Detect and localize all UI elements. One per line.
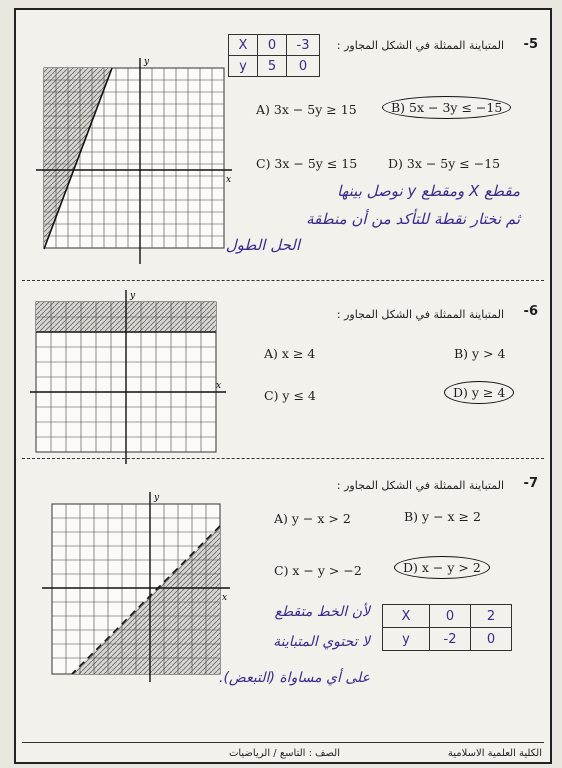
q5-number: -5 [523, 37, 538, 52]
footer-school-name: الكلية العلمية الاسلامية [447, 748, 542, 759]
q5-option-d[interactable]: D) 3x − 5y ≤ −15 [388, 156, 501, 171]
q5-value-table [228, 34, 320, 77]
footer-rule [22, 742, 544, 743]
q7-y-label: y [154, 493, 160, 503]
q7-table-cell: -2 [430, 628, 471, 651]
q7-option-c[interactable]: C) x − y > −2 [274, 563, 362, 578]
q5-question-text: المتباينة الممثلة في الشكل المجاور : [336, 39, 504, 52]
q6-option-d[interactable]: D) y ≥ 4 [444, 381, 514, 404]
q5-handwritten-note-line1: مقطع X ومقطع y نوصل بينها [337, 182, 520, 200]
q5-table-cell: 0 [258, 35, 287, 56]
q7-table-cell: 2 [471, 605, 512, 628]
footer-class-subject: الصف : التاسع / الرياضيات [228, 748, 340, 759]
q7-table-cell: 0 [430, 605, 471, 628]
divider-2 [22, 458, 544, 459]
q7-option-b[interactable]: B) y − x ≥ 2 [404, 509, 481, 524]
q6-y-label: y [130, 291, 136, 301]
q7-table-cell: y [383, 628, 430, 651]
q5-table-cell: 0 [287, 56, 320, 77]
q5-table-cell: -3 [287, 35, 320, 56]
q5-graph [32, 54, 232, 268]
q5-table-cell: X [229, 35, 258, 56]
q5-y-label: y [144, 57, 150, 67]
q7-option-a[interactable]: A) y − x > 2 [274, 511, 351, 526]
q7-value-table [382, 604, 512, 651]
q7-table-cell: 0 [471, 628, 512, 651]
q5-x-label: x [226, 175, 232, 185]
q7-number: -7 [523, 476, 538, 491]
q7-option-d[interactable]: D) x − y > 2 [394, 556, 490, 579]
q5-table-cell: y [229, 56, 258, 77]
q7-handwritten-note-line3: على أي مساواة (التبعض). [219, 670, 370, 686]
q7-question-text: المتباينة الممثلة في الشكل المجاور : [336, 479, 504, 492]
q7-x-label: x [222, 593, 228, 603]
q6-option-a[interactable]: A) x ≥ 4 [264, 346, 316, 361]
q7-table-cell: X [383, 605, 430, 628]
q5-handwritten-note-line2: ثم نختار نقطة للتأكد من أن منطقة [306, 210, 520, 228]
q6-number: -6 [523, 304, 538, 319]
q7-handwritten-note-line2: لا تحتوي المتباينة [273, 634, 370, 650]
q7-graph [32, 486, 232, 686]
q6-question-text: المتباينة الممثلة في الشكل المجاور : [336, 308, 504, 321]
q6-x-label: x [216, 381, 222, 391]
q6-option-b[interactable]: B) y > 4 [454, 346, 506, 361]
q5-option-b[interactable]: B) 5x − 3y ≤ −15 [382, 96, 511, 119]
q5-option-a[interactable]: A) 3x − 5y ≥ 15 [256, 102, 357, 117]
q6-graph [30, 286, 226, 468]
q5-handwritten-note-line3: الحل الطول [225, 236, 300, 254]
worksheet-page [14, 8, 552, 764]
divider-1 [22, 280, 544, 281]
q5-option-c[interactable]: C) 3x − 5y ≤ 15 [256, 156, 358, 171]
q5-table-cell: 5 [258, 56, 287, 77]
q7-handwritten-note-line1: لأن الخط متقطع [274, 604, 370, 620]
q6-option-c[interactable]: C) y ≤ 4 [264, 388, 316, 403]
